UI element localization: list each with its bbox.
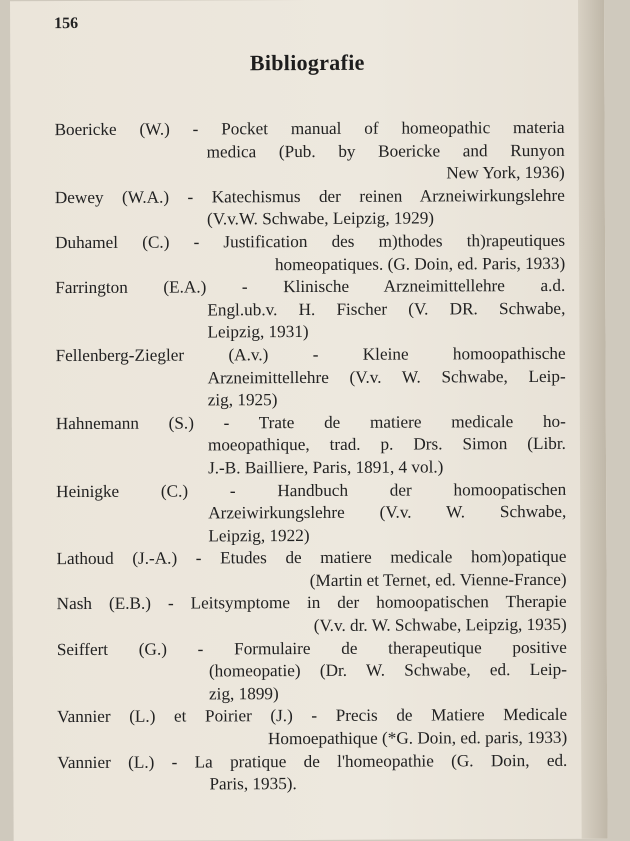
- bib-entry-author-line: Lathoud (J.-A.) - Etudes de matiere medicale hom)opatique: [56, 547, 567, 569]
- bib-entry-continuation-line: zig, 1899): [208, 683, 279, 704]
- bib-entry: [55, 117, 565, 187]
- bib-entry: [56, 478, 566, 548]
- bib-entry-author-line: Duhamel (C.) - Justification des m)thodes th)rapeutiques: [55, 230, 566, 253]
- page-number: 156: [54, 14, 79, 33]
- bib-entry-continuation-line: Leipzig, 1931): [207, 322, 309, 342]
- bib-entry-continuation-line: (homeopatie) (Dr. W. Schwabe, ed. Leip-: [208, 660, 567, 681]
- bib-entry-author-line: Fellenberg-Ziegler (A.v.) - Kleine homoopathische: [55, 343, 566, 366]
- bib-entry-continuation-line: Engl.ub.v. H. Fischer (V. DR. Schwabe,: [207, 298, 566, 320]
- bib-entry-author-line: Farrington (E.A.) - Klinische Arzneimittellehre a.d.: [55, 276, 566, 298]
- bib-entry-author-line: Dewey (W.A.) - Katechismus der reinen Arzneiwirkungslehre: [54, 185, 565, 207]
- book-page: [10, 0, 608, 841]
- page-edge-shadow: [578, 0, 608, 839]
- bib-entry-author-line: Heinigke (C.) - Handbuch der homoopatischen: [56, 479, 567, 501]
- bib-entry: [56, 411, 566, 481]
- bib-entry: [55, 275, 565, 345]
- bib-entry-continuation-line: zig, 1925): [207, 390, 278, 410]
- bib-entry: [56, 546, 566, 593]
- bib-entry: [57, 749, 567, 796]
- bib-entry-author-line: Seiffert (G.) - Formulaire de therapeutique positive: [56, 637, 567, 659]
- bib-entry-continuation-line: New York, 1936): [446, 163, 565, 183]
- bib-entry-author-line: Vannier (L.) - La pratique de l'homeopathie (G. Doin, ed.: [57, 750, 568, 772]
- bib-entry-author-line: Boericke (W.) - Pocket manual of homeopathic materia: [54, 117, 565, 140]
- bib-entry-continuation-line: medica (Pub. by Boericke and Runyon: [206, 140, 565, 162]
- bib-entry-continuation-line: (Martin et Ternet, ed. Vienne-France): [309, 569, 567, 590]
- bib-entry-continuation-line: moeopathique, trad. p. Drs. Simon (Libr.: [207, 434, 566, 455]
- bib-entry-author-line: Vannier (L.) et Poirier (J.) - Precis de Matiere Medicale: [57, 705, 568, 727]
- bib-entry: [55, 230, 565, 277]
- bib-entry: [57, 704, 567, 751]
- bib-entry-continuation-line: (V.v. dr. W. Schwabe, Leipzig, 1935): [313, 614, 567, 636]
- bib-entry-continuation-line: (V.v.W. Schwabe, Leipzig, 1929): [206, 208, 435, 229]
- bib-entry: [55, 185, 565, 232]
- page-title: Bibliografie: [249, 49, 365, 76]
- bib-entry: [57, 591, 567, 638]
- bib-entry-author-line: Hahnemann (S.) - Trate de matiere medicale ho-: [55, 411, 566, 433]
- bib-entry-continuation-line: Arzeiwirkungslehre (V.v. W. Schwabe,: [208, 501, 567, 523]
- bib-entry-continuation-line: J.-B. Bailliere, Paris, 1891, 4 vol.): [207, 457, 444, 478]
- bib-entry-continuation-line: Paris, 1935).: [209, 774, 297, 794]
- bib-entry-author-line: Nash (E.B.) - Leitsymptome in der homoopatischen Therapie: [56, 592, 567, 614]
- bib-entry-continuation-line: Arzneimittellehre (V.v. W. Schwabe, Leip-: [207, 366, 566, 387]
- bib-entry-continuation-line: Homoepathique (*G. Doin, ed. paris, 1933): [267, 727, 568, 749]
- bib-entry-continuation-line: homeopatiques. (G. Doin, ed. Paris, 1933): [274, 253, 566, 274]
- bib-entry: [57, 637, 567, 707]
- bib-entry: [56, 343, 566, 413]
- bibliography-list: [55, 117, 568, 797]
- bib-entry-continuation-line: Leipzig, 1922): [208, 525, 310, 546]
